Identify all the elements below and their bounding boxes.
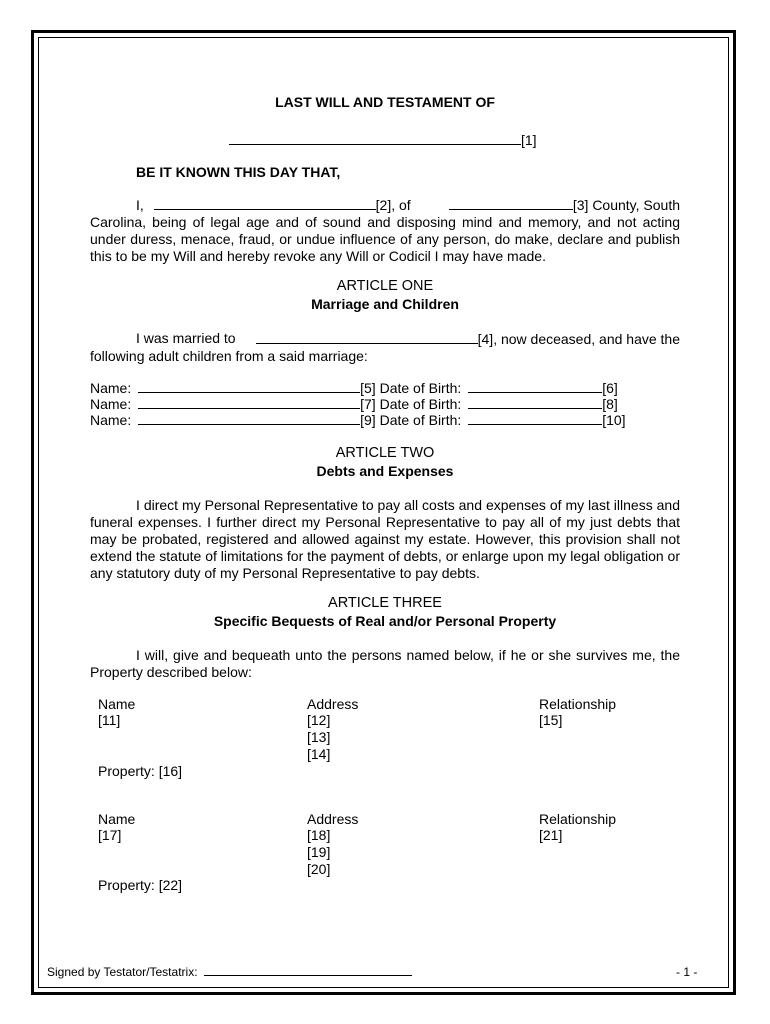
bequest-property-field[interactable]: Property: [16] — [98, 763, 183, 779]
child-dob-line[interactable] — [468, 379, 602, 393]
article-one-subheading: Marriage and Children — [311, 296, 459, 312]
intro-paragraph — [90, 196, 680, 265]
field-4-text: [4], now deceased, and have the — [477, 331, 680, 347]
field-3-line[interactable] — [449, 196, 573, 210]
bequest-name-field[interactable]: [11] — [98, 712, 121, 728]
child-dob-label: [9] Date of Birth: — [360, 412, 462, 428]
child-row — [90, 411, 680, 429]
intro-line-1: Carolina, being of legal age and of sound and disposing mind and memory, and not acting — [90, 214, 680, 230]
debts-line: may be probated, registered and allowed against my estate. However, this provision shall not — [90, 531, 680, 547]
bequest-address-field[interactable]: [12] — [307, 712, 331, 728]
col-relationship-header: Relationship — [539, 811, 617, 827]
child-dob-line[interactable] — [468, 395, 602, 409]
child-name-line[interactable] — [138, 379, 360, 393]
col-name-header: Name — [98, 811, 136, 827]
intro-line-2: under duress, menace, fraud, or undue influence of any person, do make, declare and publish — [90, 231, 680, 247]
debts-paragraph — [90, 497, 680, 582]
child-dob-marker: [10] — [602, 412, 626, 428]
children-intro: following adult children from a said marriage: — [90, 348, 368, 364]
intro-i — [136, 196, 411, 214]
debts-line: extend the statute of limitations for the payment of debts, or enlarge upon my legal obligation or — [90, 548, 680, 564]
child-dob-label: [5] Date of Birth: — [360, 380, 462, 396]
signature-footer — [47, 964, 412, 981]
child-label: Name: — [90, 380, 132, 396]
child-dob-line[interactable] — [468, 411, 602, 425]
be-it-known-heading: BE IT KNOWN THIS DAY THAT, — [136, 164, 341, 180]
article-three-subheading: Specific Bequests of Real and/or Personal Property — [213, 613, 557, 629]
child-name-line[interactable] — [138, 411, 360, 425]
debts-line: funeral expenses. I further direct my Personal Representative to pay all of my just debts that — [90, 514, 680, 530]
bequest-address-field[interactable]: [19] — [307, 844, 331, 860]
field-marker-1: [1] — [521, 132, 537, 148]
marriage-paragraph — [90, 330, 680, 365]
child-label: Name: — [90, 396, 132, 412]
intro-f2: [2], of — [375, 197, 411, 213]
article-three-heading: ARTICLE THREE — [328, 595, 442, 611]
child-dob-marker: [8] — [602, 396, 618, 412]
article-two-heading: ARTICLE TWO — [335, 445, 435, 461]
bequest-address-field[interactable]: [18] — [307, 827, 331, 843]
bequest-line-1: I will, give and bequeath unto the persons named below, if he or she survives me, the — [136, 647, 680, 663]
debts-line: I direct my Personal Representative to pay all costs and expenses of my last illness and — [136, 497, 680, 513]
child-dob-label: [7] Date of Birth: — [360, 396, 462, 412]
child-dob-marker: [6] — [602, 380, 618, 396]
bequest-line-2: Property described below: — [90, 664, 252, 680]
testator-name-field[interactable] — [229, 131, 537, 149]
col-address-header: Address — [307, 811, 359, 827]
bequest-address-field[interactable]: [14] — [307, 746, 331, 762]
debts-line: any statutory duty of my Personal Representative to pay debts. — [90, 565, 480, 581]
field-2-line[interactable] — [154, 196, 376, 210]
article-one-heading: ARTICLE ONE — [336, 278, 434, 294]
intro-line-3: this to be my Will and hereby revoke any Will or Codicil I may have made. — [90, 248, 546, 264]
col-name-header: Name — [98, 696, 136, 712]
bequest-property-field[interactable]: Property: [22] — [98, 877, 183, 893]
signature-line[interactable] — [204, 964, 412, 976]
bequest-relationship-field[interactable]: [21] — [539, 827, 563, 843]
article-two-subheading: Debts and Expenses — [316, 463, 454, 479]
page-number: - 1 - — [676, 965, 698, 979]
bequest-relationship-field[interactable]: [15] — [539, 712, 563, 728]
signed-label: Signed by Testator/Testatrix: — [47, 965, 198, 979]
intro-f3: [3] County, South — [572, 197, 680, 213]
child-label: Name: — [90, 412, 132, 428]
intro-i-text: I, — [136, 197, 144, 213]
col-relationship-header: Relationship — [539, 696, 617, 712]
bequest-address-field[interactable]: [13] — [307, 729, 331, 745]
col-address-header: Address — [307, 696, 359, 712]
child-name-line[interactable] — [138, 395, 360, 409]
married-to-text: I was married to — [136, 330, 236, 346]
document-title: LAST WILL AND TESTAMENT OF — [275, 94, 495, 110]
field-4-line[interactable] — [256, 330, 478, 344]
bequest-paragraph — [90, 647, 680, 681]
bequest-name-field[interactable]: [17] — [98, 827, 122, 843]
bequest-address-field[interactable]: [20] — [307, 861, 331, 877]
